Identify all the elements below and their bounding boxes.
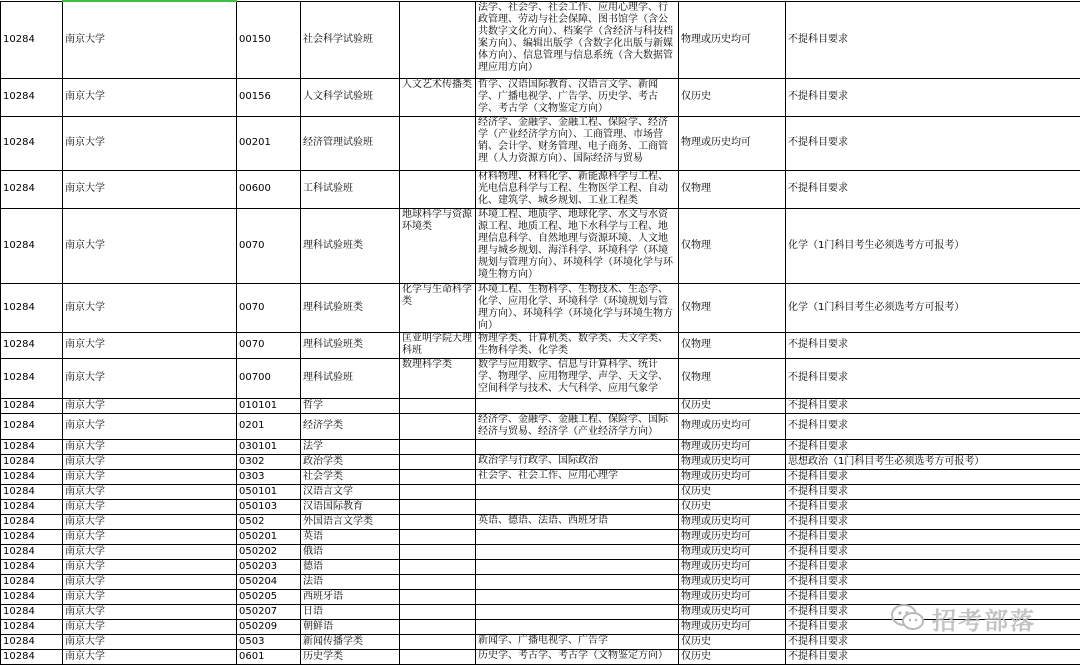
sub-category-cell: 人文艺术传播类 <box>400 78 476 116</box>
school-code-cell: 10284 <box>1 574 63 589</box>
major-name-cell: 英语 <box>301 529 400 544</box>
requirement-secondary-cell: 化学（1门科目考生必须选考方可报考） <box>786 208 1080 283</box>
major-code-cell: 050204 <box>237 574 301 589</box>
included-majors-cell: 环境工程、地质学、地球化学、水文与水资源工程、地质工程、地下水科学与工程、地理信息科学、自然地理与资源环境、人文地理与城乡规划、海洋科学、环境科学（环境规划与管理方向）、环境科学（环境化学与环境生物方向） <box>476 208 679 283</box>
major-code-cell: 050101 <box>237 484 301 499</box>
major-code-cell: 0070 <box>237 208 301 283</box>
major-name-cell: 俄语 <box>301 544 400 559</box>
requirement-secondary-cell: 不提科目要求 <box>786 1 1080 78</box>
school-code-cell: 10284 <box>1 78 63 116</box>
major-code-cell: 050207 <box>237 604 301 619</box>
school-code-cell: 10284 <box>1 589 63 604</box>
requirement-primary-cell: 物理或历史均可 <box>679 589 786 604</box>
included-majors-cell: 历史学、考古学、考古学（文物鉴定方向） <box>476 649 679 664</box>
requirement-secondary-cell: 不提科目要求 <box>786 358 1080 398</box>
major-code-cell: 050103 <box>237 499 301 514</box>
watermark-text: 招考部落 <box>932 606 1036 635</box>
table-row <box>1 413 1080 439</box>
sub-category-cell <box>400 170 476 208</box>
major-name-cell: 新闻传播学类 <box>301 634 400 649</box>
table-row <box>1 283 1080 332</box>
major-code-cell: 0070 <box>237 332 301 358</box>
included-majors-cell: 经济学、金融学、金融工程、保险学、经济学（产业经济学方向）、工商管理、市场营销、会计学、财务管理、电子商务、工商管理（人力资源方向）、国际经济与贸易 <box>476 116 679 170</box>
requirement-primary-cell: 仅历史 <box>679 634 786 649</box>
table-row <box>1 574 1080 589</box>
major-name-cell: 哲学 <box>301 398 400 413</box>
requirement-secondary-cell: 不提科目要求 <box>786 469 1080 484</box>
requirement-secondary-cell: 不提科目要求 <box>786 484 1080 499</box>
school-code-cell: 10284 <box>1 604 63 619</box>
major-name-cell: 西班牙语 <box>301 589 400 604</box>
included-majors-cell: 法学、社会学、社会工作、应用心理学、行政管理、劳动与社会保障、图书馆学（含公共数字文化方向）、档案学（含经济与科技档案方向）、编辑出版学（含数字化出版与新媒体方向）、信息管理与信息系统（含大数据管理应用方向） <box>476 1 679 78</box>
major-name-cell: 朝鲜语 <box>301 619 400 634</box>
included-majors-cell: 社会学、社会工作、应用心理学 <box>476 469 679 484</box>
included-majors-cell: 哲学、汉语国际教育、汉语言文学、新闻学、广播电视学、广告学、历史学、考古学、考古学（文物鉴定方向） <box>476 78 679 116</box>
school-name-cell: 南京大学 <box>63 544 237 559</box>
major-name-cell: 理科试验班类 <box>301 283 400 332</box>
requirement-primary-cell: 物理或历史均可 <box>679 619 786 634</box>
requirement-primary-cell: 仅物理 <box>679 358 786 398</box>
major-name-cell: 外国语言文学类 <box>301 514 400 529</box>
requirement-primary-cell: 物理或历史均可 <box>679 514 786 529</box>
major-name-cell: 法学 <box>301 439 400 454</box>
major-code-cell: 0303 <box>237 469 301 484</box>
table-row <box>1 439 1080 454</box>
sub-category-cell <box>400 1 476 78</box>
sub-category-cell <box>400 398 476 413</box>
school-name-cell: 南京大学 <box>63 634 237 649</box>
requirement-primary-cell: 物理或历史均可 <box>679 544 786 559</box>
sub-category-cell <box>400 649 476 664</box>
requirement-primary-cell: 仅物理 <box>679 332 786 358</box>
major-name-cell: 理科试验班 <box>301 358 400 398</box>
school-code-cell: 10284 <box>1 484 63 499</box>
school-name-cell: 南京大学 <box>63 170 237 208</box>
sub-category-cell: 化学与生命科学类 <box>400 283 476 332</box>
requirement-secondary-cell: 不提科目要求 <box>786 116 1080 170</box>
major-name-cell: 政治学类 <box>301 454 400 469</box>
school-code-cell: 10284 <box>1 619 63 634</box>
school-name-cell: 南京大学 <box>63 559 237 574</box>
school-name-cell: 南京大学 <box>63 589 237 604</box>
included-majors-cell <box>476 499 679 514</box>
requirement-primary-cell: 物理或历史均可 <box>679 413 786 439</box>
major-name-cell: 历史学类 <box>301 649 400 664</box>
sub-category-cell <box>400 514 476 529</box>
requirement-primary-cell: 仅历史 <box>679 499 786 514</box>
major-code-cell: 050209 <box>237 619 301 634</box>
major-code-cell: 0302 <box>237 454 301 469</box>
requirement-primary-cell: 仅物理 <box>679 208 786 283</box>
school-name-cell: 南京大学 <box>63 208 237 283</box>
major-code-cell: 0070 <box>237 283 301 332</box>
requirement-secondary-cell: 不提科目要求 <box>786 574 1080 589</box>
school-name-cell: 南京大学 <box>63 484 237 499</box>
major-code-cell: 00156 <box>237 78 301 116</box>
table-row <box>1 358 1080 398</box>
school-name-cell: 南京大学 <box>63 499 237 514</box>
table-row <box>1 544 1080 559</box>
requirement-primary-cell: 物理或历史均可 <box>679 439 786 454</box>
major-name-cell: 理科试验班类 <box>301 208 400 283</box>
school-code-cell: 10284 <box>1 332 63 358</box>
school-name-cell: 南京大学 <box>63 454 237 469</box>
major-code-cell: 00150 <box>237 1 301 78</box>
included-majors-cell: 经济学、金融学、金融工程、保险学、国际经济与贸易、经济学（产业经济学方向） <box>476 413 679 439</box>
sub-category-cell <box>400 604 476 619</box>
school-name-cell: 南京大学 <box>63 514 237 529</box>
requirement-secondary-cell: 不提科目要求 <box>786 170 1080 208</box>
table-row <box>1 454 1080 469</box>
requirement-secondary-cell: 不提科目要求 <box>786 398 1080 413</box>
major-name-cell: 汉语言文学 <box>301 484 400 499</box>
school-code-cell: 10284 <box>1 398 63 413</box>
table-row <box>1 170 1080 208</box>
major-name-cell: 日语 <box>301 604 400 619</box>
requirement-primary-cell: 物理或历史均可 <box>679 604 786 619</box>
school-name-cell: 南京大学 <box>63 649 237 664</box>
sub-category-cell: 地球科学与资源环境类 <box>400 208 476 283</box>
school-code-cell: 10284 <box>1 514 63 529</box>
school-name-cell: 南京大学 <box>63 283 237 332</box>
school-name-cell: 南京大学 <box>63 1 237 78</box>
included-majors-cell <box>476 559 679 574</box>
included-majors-cell <box>476 574 679 589</box>
major-name-cell: 法语 <box>301 574 400 589</box>
major-code-cell: 050203 <box>237 559 301 574</box>
table-row <box>1 484 1080 499</box>
school-name-cell: 南京大学 <box>63 398 237 413</box>
table-row <box>1 634 1080 649</box>
school-name-cell: 南京大学 <box>63 604 237 619</box>
table-row <box>1 559 1080 574</box>
school-code-cell: 10284 <box>1 1 63 78</box>
table-row <box>1 529 1080 544</box>
major-code-cell: 030101 <box>237 439 301 454</box>
requirement-primary-cell: 物理或历史均可 <box>679 1 786 78</box>
included-majors-cell <box>476 544 679 559</box>
requirement-primary-cell: 仅物理 <box>679 170 786 208</box>
school-code-cell: 10284 <box>1 116 63 170</box>
major-name-cell: 社会学类 <box>301 469 400 484</box>
school-name-cell: 南京大学 <box>63 574 237 589</box>
sub-category-cell <box>400 589 476 604</box>
requirement-primary-cell: 仅历史 <box>679 484 786 499</box>
requirement-secondary-cell: 不提科目要求 <box>786 604 1080 619</box>
requirement-secondary-cell: 不提科目要求 <box>786 589 1080 604</box>
table-row <box>1 332 1080 358</box>
included-majors-cell: 英语、德语、法语、西班牙语 <box>476 514 679 529</box>
included-majors-cell: 数学与应用数学、信息与计算科学、统计学、物理学、应用物理学、声学、天文学、空间科学与技术、大气科学、应用气象学 <box>476 358 679 398</box>
requirement-secondary-cell: 不提科目要求 <box>786 649 1080 664</box>
included-majors-cell <box>476 398 679 413</box>
sub-category-cell <box>400 484 476 499</box>
table-row <box>1 604 1080 619</box>
major-code-cell: 0201 <box>237 413 301 439</box>
school-name-cell: 南京大学 <box>63 619 237 634</box>
requirement-primary-cell: 仅历史 <box>679 398 786 413</box>
major-code-cell: 050201 <box>237 529 301 544</box>
requirement-primary-cell: 物理或历史均可 <box>679 116 786 170</box>
school-code-cell: 10284 <box>1 529 63 544</box>
school-code-cell: 10284 <box>1 544 63 559</box>
requirement-secondary-cell: 不提科目要求 <box>786 619 1080 634</box>
table-row <box>1 208 1080 283</box>
school-code-cell: 10284 <box>1 559 63 574</box>
school-name-cell: 南京大学 <box>63 439 237 454</box>
major-code-cell: 00700 <box>237 358 301 398</box>
school-code-cell: 10284 <box>1 439 63 454</box>
major-name-cell: 德语 <box>301 559 400 574</box>
table-row <box>1 619 1080 634</box>
included-majors-cell: 物理学类、计算机类、数学类、天文学类、生物科学类、化学类 <box>476 332 679 358</box>
included-majors-cell: 新闻学、广播电视学、广告学 <box>476 634 679 649</box>
requirement-secondary-cell: 不提科目要求 <box>786 634 1080 649</box>
requirement-secondary-cell: 不提科目要求 <box>786 413 1080 439</box>
included-majors-cell: 政治学与行政学、国际政治 <box>476 454 679 469</box>
major-code-cell: 00600 <box>237 170 301 208</box>
table-row <box>1 499 1080 514</box>
requirement-secondary-cell: 思想政治（1门科目考生必须选考方可报考） <box>786 454 1080 469</box>
school-name-cell: 南京大学 <box>63 413 237 439</box>
major-name-cell: 经济学类 <box>301 413 400 439</box>
requirement-primary-cell: 物理或历史均可 <box>679 529 786 544</box>
major-code-cell: 0601 <box>237 649 301 664</box>
requirement-primary-cell: 仅历史 <box>679 649 786 664</box>
school-code-cell: 10284 <box>1 469 63 484</box>
requirement-secondary-cell: 不提科目要求 <box>786 439 1080 454</box>
sub-category-cell <box>400 439 476 454</box>
school-name-cell: 南京大学 <box>63 332 237 358</box>
requirement-primary-cell: 物理或历史均可 <box>679 469 786 484</box>
major-code-cell: 010101 <box>237 398 301 413</box>
sub-category-cell <box>400 619 476 634</box>
table-row <box>1 649 1080 664</box>
school-code-cell: 10284 <box>1 170 63 208</box>
major-name-cell: 人文科学试验班 <box>301 78 400 116</box>
school-name-cell: 南京大学 <box>63 469 237 484</box>
major-name-cell: 经济管理试验班 <box>301 116 400 170</box>
sub-category-cell: 匡亚明学院大理科班 <box>400 332 476 358</box>
school-name-cell: 南京大学 <box>63 78 237 116</box>
school-code-cell: 10284 <box>1 283 63 332</box>
major-name-cell: 社会科学试验班 <box>301 1 400 78</box>
included-majors-cell <box>476 529 679 544</box>
sub-category-cell <box>400 116 476 170</box>
included-majors-cell <box>476 484 679 499</box>
sub-category-cell <box>400 574 476 589</box>
school-name-cell: 南京大学 <box>63 116 237 170</box>
requirement-secondary-cell: 不提科目要求 <box>786 499 1080 514</box>
requirement-secondary-cell: 不提科目要求 <box>786 544 1080 559</box>
sub-category-cell <box>400 544 476 559</box>
included-majors-cell <box>476 589 679 604</box>
major-code-cell: 050205 <box>237 589 301 604</box>
school-name-cell: 南京大学 <box>63 358 237 398</box>
table-row <box>1 514 1080 529</box>
table-row <box>1 116 1080 170</box>
included-majors-cell <box>476 619 679 634</box>
sub-category-cell <box>400 499 476 514</box>
table-row <box>1 398 1080 413</box>
requirement-secondary-cell: 不提科目要求 <box>786 78 1080 116</box>
school-code-cell: 10284 <box>1 499 63 514</box>
school-code-cell: 10284 <box>1 649 63 664</box>
school-code-cell: 10284 <box>1 208 63 283</box>
sub-category-cell <box>400 469 476 484</box>
included-majors-cell <box>476 439 679 454</box>
requirement-secondary-cell: 不提科目要求 <box>786 559 1080 574</box>
requirement-secondary-cell: 化学（1门科目考生必须选考方可报考） <box>786 283 1080 332</box>
included-majors-cell: 环境工程、生物科学、生物技术、生态学、化学、应用化学、环境科学（环境规划与管理方向）、环境科学（环境化学与环境生物方向） <box>476 283 679 332</box>
requirement-secondary-cell: 不提科目要求 <box>786 529 1080 544</box>
requirement-secondary-cell: 不提科目要求 <box>786 332 1080 358</box>
major-name-cell: 理科试验班类 <box>301 332 400 358</box>
table-row <box>1 469 1080 484</box>
sub-category-cell <box>400 634 476 649</box>
table-row <box>1 589 1080 604</box>
requirement-primary-cell: 物理或历史均可 <box>679 559 786 574</box>
table-row <box>1 78 1080 116</box>
table-row <box>1 1 1080 78</box>
requirement-secondary-cell: 不提科目要求 <box>786 514 1080 529</box>
major-code-cell: 0503 <box>237 634 301 649</box>
included-majors-cell: 材料物理、材料化学、新能源科学与工程、光电信息科学与工程、生物医学工程、自动化、建筑学、城乡规划、工业工程类 <box>476 170 679 208</box>
sub-category-cell <box>400 529 476 544</box>
school-code-cell: 10284 <box>1 634 63 649</box>
sub-category-cell <box>400 559 476 574</box>
sub-category-cell <box>400 454 476 469</box>
requirement-primary-cell: 物理或历史均可 <box>679 454 786 469</box>
major-code-cell: 0502 <box>237 514 301 529</box>
major-code-cell: 050202 <box>237 544 301 559</box>
included-majors-cell <box>476 604 679 619</box>
requirement-primary-cell: 仅历史 <box>679 78 786 116</box>
school-code-cell: 10284 <box>1 413 63 439</box>
sub-category-cell: 数理科学类 <box>400 358 476 398</box>
school-code-cell: 10284 <box>1 454 63 469</box>
major-name-cell: 汉语国际教育 <box>301 499 400 514</box>
major-name-cell: 工科试验班 <box>301 170 400 208</box>
requirement-primary-cell: 仅物理 <box>679 283 786 332</box>
sub-category-cell <box>400 413 476 439</box>
school-code-cell: 10284 <box>1 358 63 398</box>
major-code-cell: 00201 <box>237 116 301 170</box>
requirement-primary-cell: 物理或历史均可 <box>679 574 786 589</box>
school-name-cell: 南京大学 <box>63 529 237 544</box>
